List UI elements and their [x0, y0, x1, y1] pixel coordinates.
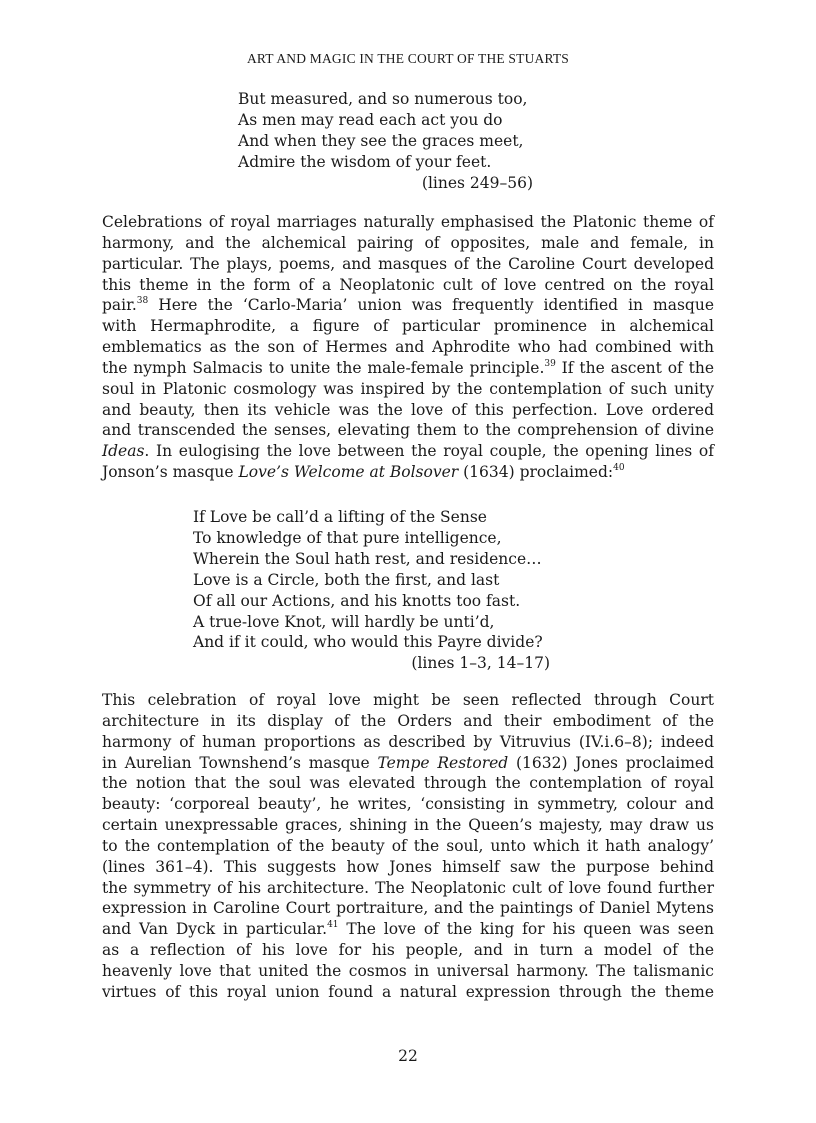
text-run: (1632) Jones proclaimed	[508, 753, 714, 772]
verse-citation: (lines 249–56)	[421, 173, 533, 192]
footnote-ref[interactable]: 41	[327, 920, 339, 931]
body-paragraph-2	[102, 690, 714, 1003]
text-line: to the contemplation of the beauty of the soul, unto which it hath analogy’	[102, 836, 714, 855]
text-line: soul in Platonic cosmology was inspired by the contemplation of such unity	[102, 379, 714, 398]
verse-line: A true-love Knot, will hardly be unti’d,	[193, 612, 495, 631]
text-run: the nymph Salmacis to unite the male-female principle.	[102, 358, 545, 377]
verse-quotation-2	[193, 507, 550, 674]
text-line	[102, 753, 714, 774]
text-run: (1634) proclaimed:	[458, 463, 614, 482]
italic-title: Tempe Restored	[377, 753, 509, 772]
verse-line: Love is a Circle, both the first, and last	[193, 570, 500, 589]
text-line: the symmetry of his architecture. The Neoplatonic cult of love found further	[102, 878, 714, 897]
text-line	[102, 295, 714, 316]
footnote-ref[interactable]: 38	[136, 296, 149, 307]
footnote-ref[interactable]: 40	[613, 463, 625, 474]
text-line	[102, 358, 714, 379]
text-line	[102, 462, 714, 483]
text-line: beauty: ‘corporeal beauty’, he writes, ‘consisting in symmetry, colour and	[102, 795, 714, 814]
verse-line: Wherein the Soul hath rest, and residence…	[193, 549, 542, 568]
verse-quotation-1	[238, 89, 533, 194]
text-line: and beauty, then its vehicle was the love of this perfection. Love ordered	[102, 400, 714, 419]
verse-line: And when they see the graces meet,	[238, 131, 524, 150]
text-line: This celebration of royal love might be seen reflected through Court	[102, 691, 714, 709]
text-line: expression in Caroline Court portraiture, and the paintings of Daniel Mytens	[102, 899, 714, 918]
verse-line: But measured, and so numerous too,	[238, 90, 528, 108]
text-run: Jonson’s masque	[102, 463, 239, 482]
text-line: (lines 361–4). This suggests how Jones himself saw the purpose behind	[102, 857, 714, 876]
italic-term: Ideas	[102, 442, 145, 461]
text-run: If the ascent of the	[555, 358, 714, 377]
text-line: virtues of this royal union found a natural expression through the theme	[102, 982, 714, 1001]
text-line: Celebrations of royal marriages naturally emphasised the Platonic theme of	[102, 213, 714, 231]
text-line: this theme in the form of a Neoplatonic cult of love centred on the royal	[102, 275, 714, 294]
text-line: emblematics as the son of Hermes and Aphrodite who had combined with	[102, 338, 714, 357]
italic-title: Love’s Welcome at Bolsover	[238, 463, 459, 482]
text-line: and transcended the senses, elevating them to the comprehension of divine	[102, 421, 714, 440]
verse-line: If Love be call’d a lifting of the Sense	[193, 508, 487, 526]
running-head: ART AND MAGIC IN THE COURT OF THE STUARTS	[246, 51, 570, 66]
text-line	[102, 919, 714, 940]
body-paragraph-1	[102, 212, 714, 483]
verse-line: As men may read each act you do	[238, 110, 503, 129]
text-line	[102, 441, 714, 462]
text-line: with Hermaphrodite, a figure of particular prominence in alchemical	[102, 317, 714, 336]
verse-line: And if it could, who would this Payre divide?	[193, 633, 543, 652]
text-line: certain unexpressable graces, shining in the Queen’s majesty, may draw us	[102, 816, 714, 835]
page-number: 22	[398, 1047, 418, 1065]
text-line: heavenly love that united the cosmos in universal harmony. The talismanic	[102, 961, 714, 980]
text-run: . In eulogising the love between the royal couple, the opening lines of	[144, 442, 714, 461]
text-line: the notion that the soul was elevated through the contemplation of royal	[102, 774, 714, 793]
text-line: harmony of human proportions as described by Vitruvius (IV.i.6–8); indeed	[102, 732, 714, 751]
verse-line: To knowledge of that pure intelligence,	[193, 528, 502, 547]
text-line: particular. The plays, poems, and masques of the Caroline Court developed	[102, 254, 714, 273]
text-line: harmony, and the alchemical pairing of opposites, male and female, in	[102, 233, 714, 252]
text-line: as a reflection of his love for his people, and in turn a model of the	[102, 941, 714, 960]
text-run: The love of the king for his queen was seen	[338, 920, 714, 939]
text-run: and Van Dyck in particular.	[102, 920, 328, 939]
text-run: Here the ‘Carlo-Maria’ union was frequently identified in masque	[148, 296, 714, 315]
footnote-ref[interactable]: 39	[544, 358, 556, 369]
verse-citation: (lines 1–3, 14–17)	[411, 654, 550, 673]
text-run: pair.	[102, 296, 137, 315]
text-run: in Aurelian Townshend’s masque	[102, 753, 378, 772]
verse-line: Admire the wisdom of your feet.	[238, 152, 492, 171]
text-line: architecture in its display of the Orders and their embodiment of the	[102, 711, 714, 730]
verse-line: Of all our Actions, and his knotts too fast.	[193, 591, 521, 610]
